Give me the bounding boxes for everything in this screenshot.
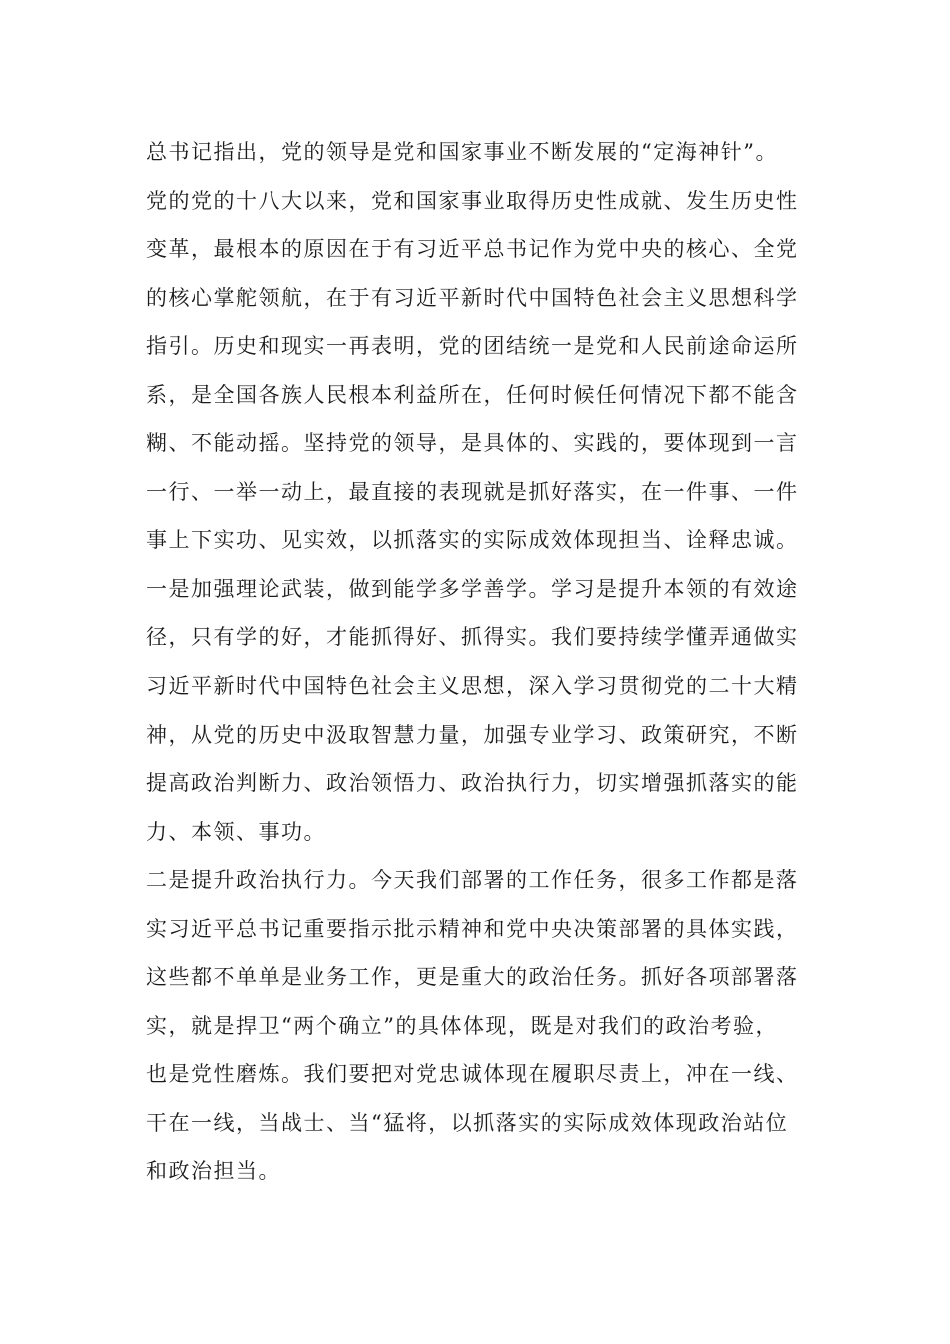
text-line: 实习近平总书记重要指示批示精神和党中央决策部署的具体实践，	[146, 916, 799, 941]
text-line: 和政治担当。	[146, 1159, 281, 1184]
text-line: 力、本领、事功。	[146, 819, 326, 844]
document-body	[146, 128, 806, 1196]
text-line: 党的党的十八大以来，党和国家事业取得历史性成就、发生历史性	[146, 188, 799, 213]
text-line: 系，是全国各族人民根本利益所在，任何时候任何情况下都不能含	[146, 382, 799, 407]
text-line: 一行、一举一动上，最直接的表现就是抓好落实，在一件事、一件	[146, 479, 799, 504]
text-line: 总书记指出，党的领导是党和国家事业不断发展的“定海神针”。	[146, 140, 778, 164]
text-line: 二是提升政治执行力。今天我们部署的工作任务，很多工作都是落	[146, 868, 799, 893]
text-line: 指引。历史和现实一再表明，党的团结统一是党和人民前途命运所	[146, 334, 799, 359]
text-line: 实，就是捍卫“两个确立”的具体体现，既是对我们的政治考验，	[146, 1013, 778, 1038]
text-line: 也是党性磨炼。我们要把对党忠诚体现在履职尽责上，冲在一线、	[146, 1062, 799, 1087]
text-line: 习近平新时代中国特色社会主义思想，深入学习贯彻党的二十大精	[146, 674, 799, 699]
text-line: 神，从党的历史中汲取智慧力量，加强专业学习、政策研究，不断	[146, 722, 799, 747]
text-line: 干在一线，当战士、当“猛将，以抓落实的实际成效体现政治站位	[146, 1110, 789, 1135]
text-line: 的核心掌舵领航，在于有习近平新时代中国特色社会主义思想科学	[146, 285, 799, 310]
text-line: 糊、不能动摇。坚持党的领导，是具体的、实践的，要体现到一言	[146, 431, 799, 456]
text-line: 变革，最根本的原因在于有习近平总书记作为党中央的核心、全党	[146, 237, 799, 262]
text-line: 一是加强理论武装，做到能学多学善学。学习是提升本领的有效途	[146, 576, 799, 601]
text-line: 提高政治判断力、政治领悟力、政治执行力，切实增强抓落实的能	[146, 771, 799, 796]
text-line: 径，只有学的好，才能抓得好、抓得实。我们要持续学懂弄通做实	[146, 625, 799, 650]
text-line: 事上下实功、见实效，以抓落实的实际成效体现担当、诠释忠诚。	[146, 528, 799, 553]
text-line: 这些都不单单是业务工作，更是重大的政治任务。抓好各项部署落	[146, 965, 799, 990]
